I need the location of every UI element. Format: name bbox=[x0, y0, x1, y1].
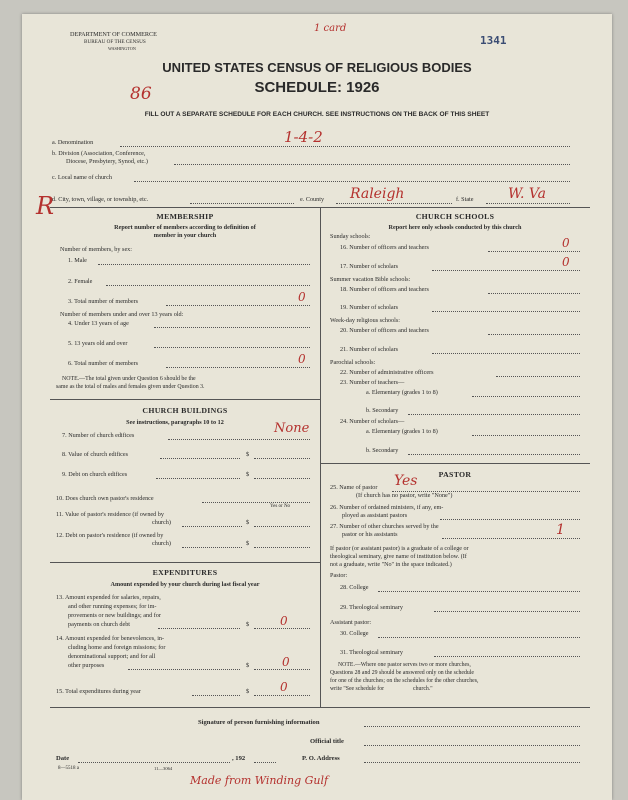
expenditures-subheading: Amount expended by your church during last fiscal year bbox=[110, 581, 260, 588]
county-label: e. County bbox=[300, 196, 325, 203]
q13-value: 0 bbox=[280, 614, 288, 628]
form-subtitle: SCHEDULE: 1926 bbox=[254, 79, 380, 96]
q12-amount-line bbox=[254, 547, 310, 548]
q26-label-1: 26. Number of ordained ministers, if any, em- bbox=[330, 504, 444, 511]
q8-amount-line bbox=[254, 458, 310, 459]
q27-label-2: pastor or his assistants bbox=[342, 531, 398, 538]
section-bottom-rule bbox=[50, 707, 590, 708]
q17-label: 17. Number of scholars bbox=[340, 263, 399, 270]
q14-label-3: denominational support; and for all bbox=[68, 653, 156, 660]
denomination-value: 1-4-2 bbox=[284, 128, 323, 146]
q16-label: 16. Number of officers and teachers bbox=[340, 244, 429, 251]
q22-line bbox=[496, 376, 580, 377]
q25-hint: (If church has no pastor, write "None") bbox=[356, 492, 453, 499]
q4-label: 4. Under 13 years of age bbox=[68, 320, 129, 327]
q15-dollar: $ bbox=[246, 688, 250, 695]
schools-bottom-rule bbox=[320, 463, 590, 464]
po-address-line bbox=[364, 762, 580, 763]
q18-line bbox=[488, 293, 580, 294]
q4-line bbox=[154, 327, 310, 328]
q19-line bbox=[432, 311, 580, 312]
column-divider bbox=[320, 207, 321, 707]
q13-label-2: and other running expenses; for im- bbox=[68, 603, 157, 610]
q30-line bbox=[378, 637, 580, 638]
date-label: Date bbox=[56, 755, 70, 762]
q12-label-1: 12. Debt on pastor's residence (if owned by bbox=[56, 532, 164, 539]
official-title-label: Official title bbox=[310, 738, 344, 745]
q7-label: 7. Number of church edifices bbox=[62, 432, 135, 439]
q26-line bbox=[440, 519, 580, 520]
q3-label: 3. Total number of members bbox=[68, 298, 139, 305]
q11-label-1: 11. Value of pastor's residence (if owned by bbox=[56, 511, 164, 518]
q15-line bbox=[192, 695, 240, 696]
county-value: Raleigh bbox=[350, 186, 405, 202]
buildings-heading: CHURCH BUILDINGS bbox=[142, 406, 228, 415]
bureau-name: BUREAU OF THE CENSUS bbox=[84, 39, 146, 45]
q10-label: 10. Does church own pastor's residence bbox=[56, 495, 154, 502]
q16-line bbox=[488, 251, 580, 252]
handwritten-number: 86 bbox=[130, 84, 152, 104]
q9-label: 9. Debt on church edifices bbox=[62, 471, 128, 478]
print-code: 11—3064 bbox=[154, 766, 173, 771]
signature-line bbox=[364, 726, 580, 727]
q13-dollar: $ bbox=[246, 621, 250, 628]
year-line bbox=[254, 762, 276, 763]
form-number: 8—5518 a bbox=[58, 766, 79, 771]
denomination-label: a. Denomination bbox=[52, 139, 94, 146]
state-label: f. State bbox=[456, 196, 474, 203]
weekday-schools-label: Week-day religious schools: bbox=[330, 317, 400, 324]
q12-line bbox=[182, 547, 242, 548]
q13-label-1: 13. Amount expended for salaries, repairs, bbox=[56, 594, 161, 601]
q21-line bbox=[432, 353, 580, 354]
q24a-line bbox=[472, 435, 580, 436]
members-by-sex-label: Number of members, by sex: bbox=[60, 246, 132, 253]
q24a-label: a. Elementary (grades 1 to 8) bbox=[366, 428, 438, 435]
q2-line bbox=[106, 285, 310, 286]
q23b-label: b. Secondary bbox=[366, 407, 399, 414]
q9-line bbox=[156, 478, 240, 479]
q3-value: 0 bbox=[298, 290, 306, 304]
q17-value: 0 bbox=[562, 255, 570, 269]
schools-heading: CHURCH SCHOOLS bbox=[415, 212, 495, 221]
q2-label: 2. Female bbox=[68, 278, 93, 285]
membership-footnote-1: NOTE.—The total given under Question 6 should be the bbox=[62, 376, 196, 382]
local-name-line bbox=[134, 181, 570, 182]
handwritten-card-note: 1 card bbox=[314, 23, 347, 34]
q22-label: 22. Number of administrative officers bbox=[340, 369, 434, 376]
q6-line bbox=[166, 367, 310, 368]
state-line bbox=[486, 203, 570, 204]
q27-value: 1 bbox=[556, 522, 565, 538]
q14-line bbox=[128, 669, 240, 670]
q13-line bbox=[158, 628, 240, 629]
q31-label: 31. Theological seminary bbox=[340, 649, 403, 656]
graduate-note-2: theological seminary, give name of institution below. (If bbox=[330, 554, 467, 560]
q5-label: 5. 13 years old and over bbox=[68, 340, 128, 347]
q11-line bbox=[182, 526, 242, 527]
handwritten-source-note: Made from Winding Gulf bbox=[190, 774, 329, 787]
q14-amount-line bbox=[254, 669, 310, 670]
po-address-label: P. O. Address bbox=[302, 755, 340, 762]
membership-note-1: Report number of members according to definition of bbox=[114, 224, 256, 231]
q24b-line bbox=[408, 454, 580, 455]
census-schedule-sheet bbox=[22, 14, 612, 800]
local-name-label: c. Local name of church bbox=[52, 174, 112, 181]
q14-value: 0 bbox=[282, 655, 290, 669]
graduate-note-1: If pastor (or assistant pastor) is a graduate of a college or bbox=[330, 546, 469, 552]
q20-label: 20. Number of officers and teachers bbox=[340, 327, 429, 334]
buildings-subheading: See instructions, paragraphs 10 to 12 bbox=[126, 419, 224, 426]
division-label-2: Diocese, Presbytery, Synod, etc.) bbox=[66, 158, 148, 165]
schools-subheading: Report here only schools conducted by this church bbox=[388, 224, 522, 231]
q25-label: 25. Name of pastor bbox=[330, 484, 378, 491]
parochial-schools-label: Parochial schools: bbox=[330, 359, 376, 366]
pastor-sublabel: Pastor: bbox=[330, 572, 348, 579]
q1-label: 1. Male bbox=[68, 257, 87, 264]
city-label: d. City, town, village, or township, etc. bbox=[52, 196, 149, 203]
q29-line bbox=[434, 611, 580, 612]
q5-line bbox=[154, 347, 310, 348]
membership-note-2: member in your church bbox=[153, 232, 217, 239]
q10-line bbox=[202, 502, 310, 503]
denomination-line bbox=[120, 146, 570, 147]
membership-footnote-2: same as the total of males and females given under Question 3. bbox=[56, 384, 205, 390]
q9-amount-line bbox=[254, 478, 310, 479]
q23-label: 23. Number of teachers— bbox=[340, 379, 405, 386]
q23a-line bbox=[472, 396, 580, 397]
q3-line bbox=[166, 305, 310, 306]
q14-label-1: 14. Amount expended for benevolences, in- bbox=[56, 635, 165, 642]
q8-label: 8. Value of church edifices bbox=[62, 451, 129, 458]
signature-label: Signature of person furnishing information bbox=[198, 719, 320, 726]
q19-label: 19. Number of scholars bbox=[340, 304, 399, 311]
q15-label: 15. Total expenditures during year bbox=[56, 688, 141, 695]
q13-label-3: provements or new buildings; and for bbox=[68, 612, 161, 619]
state-value: W. Va bbox=[508, 186, 547, 202]
q28-line bbox=[378, 591, 580, 592]
q24-label: 24. Number of scholars— bbox=[340, 418, 405, 425]
q26-label-2: ployed as assistant pastors bbox=[342, 512, 408, 519]
q11-dollar: $ bbox=[246, 519, 250, 526]
members-age-label: Number of members under and over 13 years old: bbox=[60, 311, 184, 318]
q21-label: 21. Number of scholars bbox=[340, 346, 399, 353]
q23a-label: a. Elementary (grades 1 to 8) bbox=[366, 389, 438, 396]
q14-dollar: $ bbox=[246, 662, 250, 669]
q17-line bbox=[432, 270, 580, 271]
form-title: UNITED STATES CENSUS OF RELIGIOUS BODIES bbox=[162, 60, 472, 75]
county-line bbox=[336, 203, 452, 204]
summer-schools-label: Summer vacation Bible schools: bbox=[330, 276, 411, 283]
q11-amount-line bbox=[254, 526, 310, 527]
handwritten-r-mark: R bbox=[36, 192, 55, 220]
q7-line bbox=[168, 439, 310, 440]
q23b-line bbox=[408, 414, 580, 415]
dept-name: DEPARTMENT OF COMMERCE bbox=[70, 31, 157, 38]
official-title-line bbox=[364, 745, 580, 746]
q6-label: 6. Total number of members bbox=[68, 360, 139, 367]
pastor-footnote-4: write "See schedule for church." bbox=[330, 686, 433, 692]
city-line bbox=[190, 203, 294, 204]
q1-line bbox=[98, 264, 310, 265]
form-instruction: FILL OUT A SEPARATE SCHEDULE FOR EACH CHURCH. SEE INSTRUCTIONS ON THE BACK OF THIS SHEET bbox=[144, 111, 490, 118]
division-label-1: b. Division (Association, Conference, bbox=[52, 150, 146, 157]
membership-bottom-rule bbox=[50, 399, 320, 400]
q18-label: 18. Number of officers and teachers bbox=[340, 286, 429, 293]
pastor-footnote-2: Questions 28 and 29 should be answered only on the schedule bbox=[330, 670, 474, 676]
yes-or-no-hint: Yes or No bbox=[270, 504, 291, 509]
q28-label: 28. College bbox=[340, 584, 369, 591]
q13-amount-line bbox=[254, 628, 310, 629]
q14-label-2: cluding home and foreign missions; for bbox=[68, 644, 166, 651]
date-line bbox=[78, 762, 230, 763]
q15-amount-line bbox=[254, 695, 310, 696]
q7-value: None bbox=[274, 421, 310, 436]
q29-label: 29. Theological seminary bbox=[340, 604, 403, 611]
q13-label-4: payments on church debt bbox=[68, 621, 131, 628]
q11-label-2: church) bbox=[152, 519, 171, 526]
q8-dollar: $ bbox=[246, 451, 250, 458]
pastor-footnote-1: NOTE.—Where one pastor serves two or more churches, bbox=[338, 662, 471, 668]
q15-value: 0 bbox=[280, 680, 288, 694]
q27-line bbox=[442, 538, 580, 539]
expenditures-heading: EXPENDITURES bbox=[152, 568, 218, 577]
q12-label-2: church) bbox=[152, 540, 171, 547]
assistant-pastor-sublabel: Assistant pastor: bbox=[330, 619, 372, 626]
schedule-number: 1341 bbox=[480, 34, 507, 47]
q6-value: 0 bbox=[298, 352, 306, 366]
division-line bbox=[174, 164, 570, 165]
q12-dollar: $ bbox=[246, 540, 250, 547]
date-year: , 192 bbox=[232, 755, 246, 762]
q27-label-1: 27. Number of other churches served by the bbox=[330, 523, 439, 530]
graduate-note-3: not a graduate, write "No" in the space indicated.) bbox=[330, 562, 452, 568]
q31-line bbox=[434, 656, 580, 657]
membership-heading: MEMBERSHIP bbox=[156, 212, 214, 221]
sunday-schools-label: Sunday schools: bbox=[330, 233, 371, 240]
city-name: WASHINGTON bbox=[108, 46, 136, 51]
q30-label: 30. College bbox=[340, 630, 369, 637]
q25-value: Yes bbox=[394, 473, 418, 489]
pastor-heading: PASTOR bbox=[438, 470, 472, 479]
q8-line bbox=[160, 458, 240, 459]
pastor-footnote-3: for one of the churches; on the schedules for the other churches, bbox=[330, 678, 479, 684]
q9-dollar: $ bbox=[246, 471, 250, 478]
q20-line bbox=[488, 334, 580, 335]
q24b-label: b. Secondary bbox=[366, 447, 399, 454]
q14-label-4: other purposes bbox=[68, 662, 105, 669]
q16-value: 0 bbox=[562, 236, 570, 250]
buildings-bottom-rule bbox=[50, 562, 320, 563]
